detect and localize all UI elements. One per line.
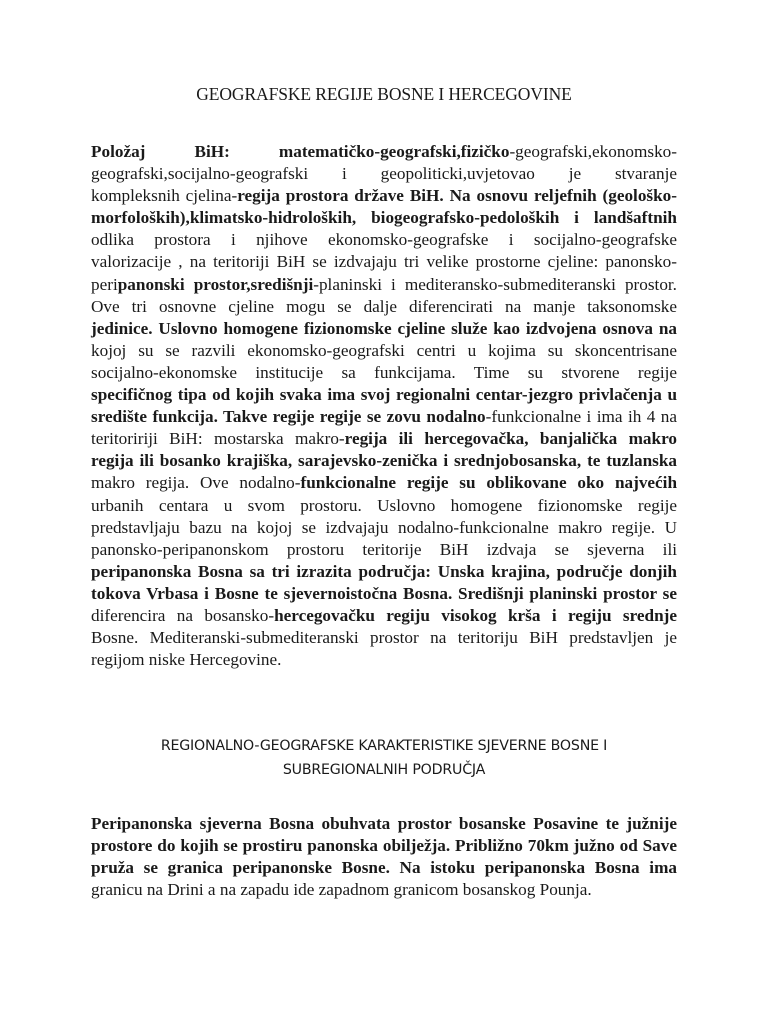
bold-run: pruža se granica peripanonske Bosne. Na istoku peripanonska Bosna ima	[91, 858, 677, 878]
text-line	[91, 472, 677, 494]
text-run: socijalno-ekonomske institucije sa funkcijama. Time su stvorene regije	[91, 362, 677, 382]
section-title-line-1: REGIONALNO-GEOGRAFSKE KARAKTERISTIKE SJEVERNE BOSNE I	[160, 738, 608, 754]
bold-run: središte funkcija. Takve regije regije se zovu nodalno	[91, 407, 486, 427]
text-line	[91, 450, 677, 472]
text-line	[91, 605, 677, 627]
text-run: Ove tri osnovne cjeline mogu se dalje diferencirati na manje taksonomske	[91, 296, 677, 316]
text-run: kompleksnih cjelina-	[91, 186, 238, 206]
bold-run: hercegovačku regiju visokog krša i regiju srednje	[274, 605, 677, 625]
text-line	[91, 229, 677, 251]
text-run: geografski,socijalno-geografski i geopoliticki,uvjetovao je stvaranje	[91, 164, 677, 184]
text-run: predstavljaju bazu na kojoj se izdvajaju nodalno-funkcionalne makro regije. U	[91, 517, 677, 537]
paragraph-peripanonska-bosna	[91, 813, 677, 901]
text-line	[91, 813, 677, 835]
text-line	[91, 274, 677, 296]
bold-run: regija prostora države BiH. Na osnovu reljefnih (geološko-	[237, 186, 677, 206]
bold-run: Peripanonska sjeverna Bosna obuhvata prostor bosanske Posavine te južnije	[91, 814, 677, 833]
bold-run: matematičko-geografski,fizičko	[278, 142, 510, 161]
text-run: panonsko-peripanonskom prostoru teritorije BiH izdvaja se sjeverna ili	[91, 539, 677, 559]
bold-run: prostore do kojih se prostiru panonska obilježja. Približno 70km južno od Save	[91, 836, 677, 856]
text-line	[91, 539, 677, 561]
text-run: -funkcionalne i ima ih 4 na	[485, 407, 677, 427]
text-line	[91, 406, 677, 428]
text-line	[91, 627, 677, 649]
bold-run: specifičnog tipa od kojih svaka ima svoj regionalni centar-jezgro privlačenja u	[91, 385, 677, 405]
text-line	[91, 835, 677, 857]
text-run: Bosne. Mediteranski-submediteranski prostor na teritoriju BiH predstavljen je	[91, 628, 677, 648]
text-run: teritoririji BiH: mostarska makro-	[91, 429, 345, 449]
text-line	[91, 318, 677, 340]
text-run: peri	[91, 274, 118, 294]
text-run: makro regija. Ove nodalno-	[91, 473, 301, 493]
text-run: valorizacije , na teritoriji BiH se izdvajaju tri velike prostorne cjeline: panonsko-	[91, 252, 677, 272]
bold-run: tokova Vrbasa i Bosne te sjevernoistočna Bosna. Središnji planinski prostor se	[91, 583, 677, 603]
text-line	[91, 296, 677, 318]
bold-run: funkcionalne regije su oblikovane oko najvećih	[300, 473, 678, 493]
text-line	[91, 879, 677, 901]
bold-run: jedinice. Uslovno homogene fizionomske cjeline služe kao izdvojena osnova na	[91, 318, 677, 338]
text-line	[91, 251, 677, 273]
bold-run: regija ili bosanko krajiška, sarajevsko-zenička i srednjobosanska, te tuzlanska	[91, 451, 677, 471]
text-line	[91, 141, 677, 163]
text-line	[91, 649, 677, 671]
text-line	[91, 163, 677, 185]
text-run: granicu na Drini a na zapadu ide zapadnom granicom bosanskog Pounja.	[91, 880, 592, 900]
text-line	[91, 384, 677, 406]
text-run: urbanih centara u svom prostoru. Uslovno homogene fizionomske regije	[91, 495, 677, 515]
text-line	[91, 495, 677, 517]
section-title-line-2: SUBREGIONALNIH PODRUČJA	[282, 762, 486, 778]
text-line	[91, 340, 677, 362]
text-run: regijom niske Hercegovine.	[91, 650, 282, 670]
text-line	[91, 561, 677, 583]
document-title: GEOGRAFSKE REGIJE BOSNE I HERCEGOVINE	[196, 84, 572, 104]
text-run: diferencira na bosansko-	[91, 605, 275, 625]
bold-run: morfoloških),klimatsko-hidroloških, biogeografsko-pedoloških i landšaftnih	[91, 208, 677, 228]
text-line	[91, 362, 677, 384]
text-line	[91, 517, 677, 539]
bold-run: peripanonska Bosna sa tri izrazita područja: Unska krajina, područje donjih	[91, 561, 677, 581]
bold-run: Položaj BiH:	[91, 142, 279, 161]
text-run: -geografski,ekonomsko-	[509, 142, 677, 161]
text-run: -planinski i mediteransko-submediteranski prostor.	[313, 274, 677, 294]
paragraph-polozaj-bih	[91, 141, 677, 671]
text-run: kojoj su se razvili ekonomsko-geografski centri u kojima su skoncentrisane	[91, 340, 677, 360]
text-line	[91, 583, 677, 605]
text-line	[91, 428, 677, 450]
text-line	[91, 857, 677, 879]
bold-run: panonski prostor,središnji	[117, 274, 314, 294]
text-run: odlika prostora i njihove ekonomsko-geografske i socijalno-geografske	[91, 230, 677, 250]
text-line	[91, 207, 677, 229]
bold-run: regija ili hercegovačka, banjalička makro	[344, 429, 677, 449]
text-line	[91, 185, 677, 207]
